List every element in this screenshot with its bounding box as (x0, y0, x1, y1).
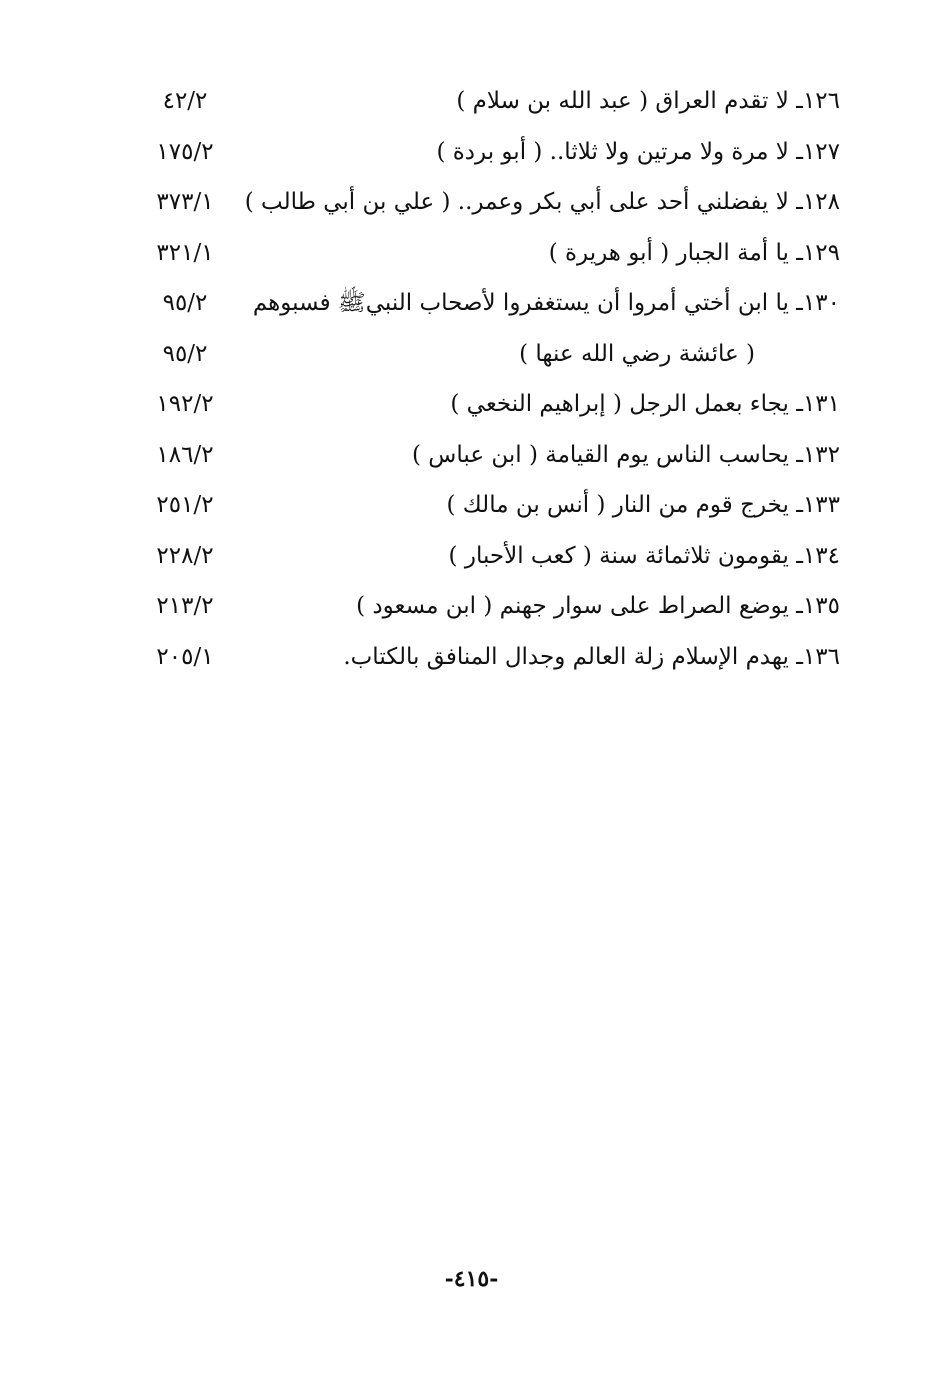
entry-text: ١٢٧ـ لا مرة ولا مرتين ولا ثلاثا.. ( أبو بردة ) (436, 138, 840, 165)
index-entry (140, 228, 840, 279)
index-entry (140, 177, 840, 228)
entry-text: ١٣٥ـ يوضع الصراط على سوار جهنم ( ابن مسعود ) (356, 593, 840, 619)
index-entry (140, 76, 840, 127)
entry-reference: ١٧٥/٢ (156, 138, 214, 165)
index-entry (140, 480, 840, 531)
entry-text: ١٣١ـ يجاء بعمل الرجل ( إبراهيم النخعي ) (450, 391, 840, 417)
index-entry (140, 632, 840, 683)
index-entry (140, 581, 840, 632)
index-entry (140, 127, 840, 178)
entry-reference: ١٩٢/٢ (156, 391, 214, 417)
index-entry (140, 379, 840, 430)
entry-reference: ٤٢/٢ (162, 88, 208, 114)
index-entry (140, 531, 840, 582)
entry-text: ١٣٤ـ يقومون ثلاثمائة سنة ( كعب الأحبار ) (448, 542, 840, 569)
entry-reference: ٢١٣/٢ (156, 593, 214, 619)
entry-text: ١٣٣ـ يخرج قوم من النار ( أنس بن مالك ) (446, 492, 840, 518)
entry-reference: ٩٥/٢ (162, 340, 208, 367)
index-entries (140, 76, 840, 682)
entry-reference: ٢٥١/٢ (156, 492, 214, 518)
entry-text: ١٢٦ـ لا تقدم العراق ( عبد الله بن سلام ) (456, 88, 840, 114)
index-entry-continuation (140, 329, 840, 380)
entry-reference: ٢٢٨/٢ (156, 542, 214, 569)
entry-reference: ٣٢١/١ (156, 239, 214, 266)
entry-reference: ٢٠٥/١ (156, 643, 214, 670)
entry-reference: ١٨٦/٢ (156, 441, 214, 468)
entry-text: ١٣٢ـ يحاسب الناس يوم القيامة ( ابن عباس ) (412, 441, 840, 468)
entry-text: ١٣٦ـ يهدم الإسلام زلة العالم وجدال المنافق بالكتاب. (343, 643, 840, 670)
index-entry (140, 278, 840, 329)
page-number: -٤١٥- (444, 1266, 499, 1292)
entry-text: ١٢٨ـ لا يفضلني أحد على أبي بكر وعمر.. ( علي بن أبي طالب ) (244, 189, 840, 215)
entry-reference: ٩٥/٢ (162, 290, 208, 316)
entry-text: ١٣٠ـ يا ابن أختي أمروا أن يستغفروا لأصحاب النبيﷺ فسبوهم (252, 290, 840, 316)
entry-text: ١٢٩ـ يا أمة الجبار ( أبو هريرة ) (548, 239, 840, 266)
entry-reference: ٣٧٣/١ (156, 189, 214, 215)
index-entry (140, 430, 840, 481)
entry-text: ( عائشة رضي الله عنها ) (519, 340, 755, 367)
